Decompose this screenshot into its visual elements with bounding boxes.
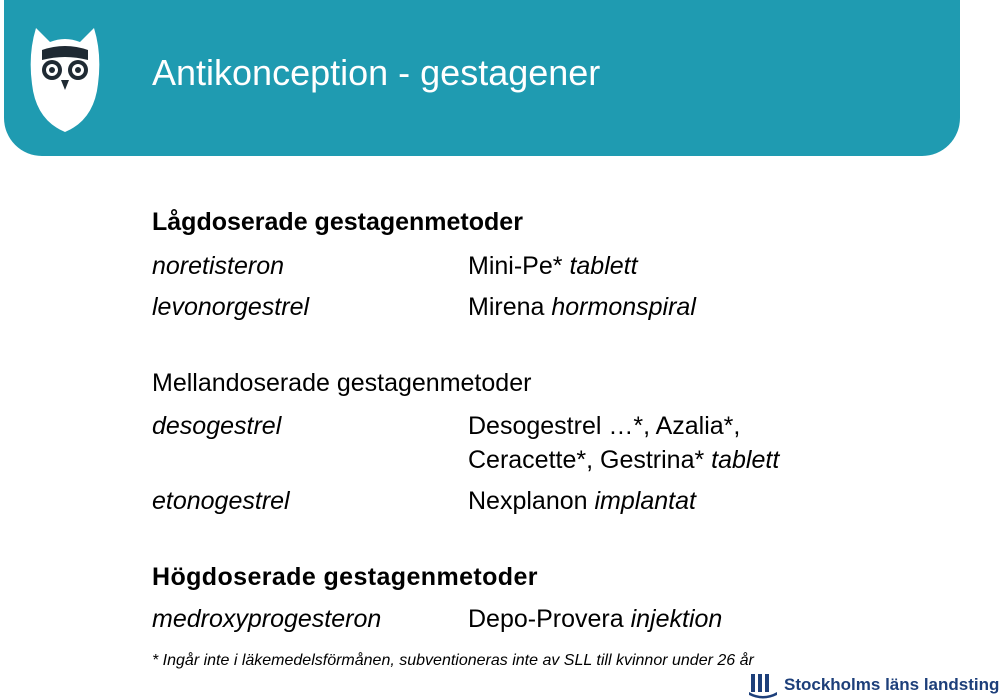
owl-logo-icon [28,24,102,136]
drug-name: noretisteron [152,252,285,280]
slide-title: Antikonception - gestagener [152,52,601,93]
high-dose-heading: Högdoserade gestagenmetoder [152,563,538,591]
product-name: Ceracette*, Gestrina* tablett [468,446,780,474]
slide-header [0,0,960,160]
logo-text: Stockholms läns landsting [784,675,999,694]
drug-name: medroxyprogesteron [152,605,382,633]
product-name: Mirena hormonspiral [468,293,696,321]
drug-name: etonogestrel [152,487,290,515]
drug-name: desogestrel [152,412,282,440]
sll-logo [748,672,999,698]
product-name: Nexplanon implantat [468,487,696,515]
mid-dose-heading: Mellandoserade gestagenmetoder [152,369,532,397]
drug-name: levonorgestrel [152,293,310,321]
low-dose-heading: Lågdoserade gestagenmetoder [152,208,523,236]
product-name: Depo-Provera injektion [468,605,723,633]
sll-logo-icon [748,672,778,698]
product-name: Desogestrel …*, Azalia*, [468,412,741,440]
footnote: * Ingår inte i läkemedelsförmånen, subventioneras inte av SLL till kvinnor under 26 år [152,652,754,669]
product-name: Mini-Pe* tablett [468,252,638,280]
